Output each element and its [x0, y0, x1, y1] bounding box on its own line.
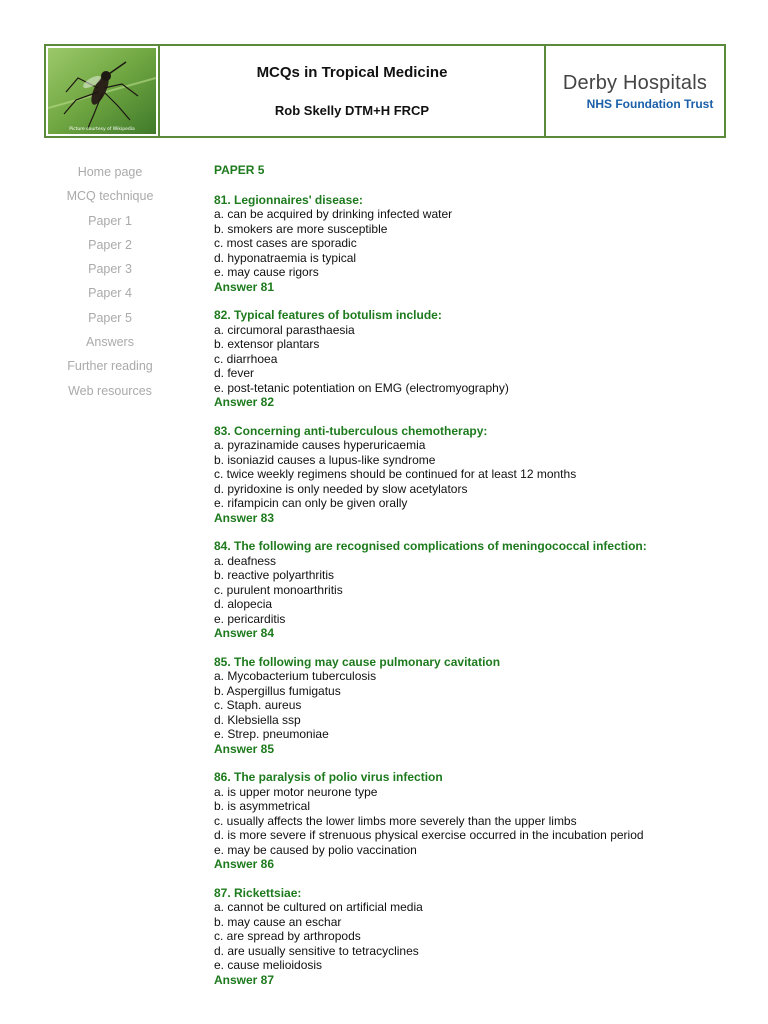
answer-option: c. most cases are sporadic [214, 236, 357, 250]
answer-option: e. pericarditis [214, 611, 286, 626]
answer-option: a. is upper motor neurone type [214, 784, 378, 799]
answer-option: c. usually affects the lower limbs more severely than the upper limbs [214, 813, 577, 828]
question-block [214, 193, 734, 295]
question-title: 87. Rickettsiae: [214, 885, 302, 900]
mosquito-image [46, 46, 160, 136]
nav-paper-4[interactable]: Paper 4 [88, 286, 132, 301]
answer-option: b. Aspergillus fumigatus [214, 683, 341, 698]
answer-option: d. Klebsiella ssp [214, 712, 301, 727]
derby-hospitals-logo [546, 46, 724, 136]
question-title: 82. Typical features of botulism include: [214, 308, 442, 322]
answer-option: d. hyponatraemia is typical [214, 250, 357, 265]
answer-option: d. is more severe if strenuous physical exercise occurred in the incubation period [214, 828, 644, 842]
answer-option: b. extensor plantars [214, 337, 320, 351]
answer-option: d. fever [214, 366, 255, 380]
answer-option: c. are spread by arthropods [214, 929, 361, 943]
answer-option: e. cause melioidosis [214, 958, 323, 972]
page-title: MCQs in Tropical Medicine [256, 64, 448, 81]
answer-option: e. Strep. pneumoniae [214, 727, 329, 741]
answer-option: b. isoniazid causes a lupus-like syndrome [214, 452, 436, 467]
author-name: Rob Skelly DTM+H FRCP [274, 103, 430, 118]
question-title: 81. Legionnaires' disease: [214, 192, 363, 207]
question-title: 85. The following may cause pulmonary cavitation [214, 654, 501, 669]
answer-option: b. reactive polyarthritis [214, 568, 335, 582]
nav-home-page[interactable]: Home page [77, 165, 143, 179]
answer-option: d. pyridoxine is only needed by slow acetylators [214, 481, 468, 496]
question-title: 86. The paralysis of polio virus infection [214, 770, 443, 784]
answer-option: a. can be acquired by drinking infected water [214, 207, 453, 221]
answer-option: d. are usually sensitive to tetracyclines [214, 943, 419, 958]
answer-link[interactable]: Answer 83 [214, 510, 275, 525]
answer-option: a. cannot be cultured on artificial media [214, 900, 423, 914]
nav-web-resources[interactable]: Web resources [68, 383, 152, 398]
nav-paper-5[interactable]: Paper 5 [88, 310, 132, 325]
nav-mcq-technique[interactable]: MCQ technique [66, 189, 154, 204]
image-caption: Picture courtesy of Wikipedia [69, 127, 135, 132]
answer-option: a. Mycobacterium tuberculosis [214, 669, 377, 683]
answer-option: c. diarrhoea [214, 351, 278, 366]
question-block [214, 308, 734, 410]
nav-further-reading[interactable]: Further reading [67, 359, 153, 374]
paper-heading: PAPER 5 [214, 163, 265, 177]
question-block [214, 770, 734, 872]
answer-option: e. post-tetanic potentiation on EMG (electromyography) [214, 380, 509, 395]
answer-option: a. deafness [214, 553, 277, 568]
questions-content [214, 163, 734, 1001]
answer-option: b. is asymmetrical [214, 799, 311, 813]
answer-option: b. smokers are more susceptible [214, 221, 388, 236]
answer-option: c. purulent monoarthritis [214, 582, 343, 597]
answer-option: b. may cause an eschar [214, 914, 342, 929]
nav-paper-2[interactable]: Paper 2 [88, 237, 132, 252]
nav-answers[interactable]: Answers [86, 335, 134, 350]
question-block [214, 655, 734, 757]
page-header [44, 44, 726, 138]
question-block [214, 424, 734, 526]
answer-link[interactable]: Answer 87 [214, 972, 275, 987]
question-title: 83. Concerning anti-tuberculous chemotherapy: [214, 423, 488, 438]
nav-paper-1[interactable]: Paper 1 [88, 213, 132, 228]
question-block [214, 886, 734, 988]
answer-option: c. twice weekly regimens should be continued for at least 12 months [214, 467, 577, 481]
nav-paper-3[interactable]: Paper 3 [88, 262, 132, 277]
question-block [214, 539, 734, 641]
answer-option: a. circumoral parasthaesia [214, 322, 355, 337]
answer-link[interactable]: Answer 86 [214, 857, 275, 871]
answer-option: e. may cause rigors [214, 265, 319, 279]
answer-option: d. alopecia [214, 597, 273, 611]
answer-link[interactable]: Answer 81 [214, 279, 275, 294]
answer-option: e. may be caused by polio vaccination [214, 842, 417, 857]
question-list [214, 193, 734, 988]
answer-link[interactable]: Answer 85 [214, 741, 275, 756]
answer-option: c. Staph. aureus [214, 698, 302, 712]
title-block [160, 46, 546, 136]
mosquito-photo-icon [48, 48, 156, 134]
answer-link[interactable]: Answer 84 [214, 626, 275, 640]
answer-option: a. pyrazinamide causes hyperuricaemia [214, 438, 426, 452]
sidebar-nav [44, 162, 176, 405]
answer-option: e. rifampicin can only be given orally [214, 496, 408, 510]
question-title: 84. The following are recognised complications of meningococcal infection: [214, 539, 647, 553]
logo-sub-text: NHS Foundation Trust [586, 96, 714, 111]
logo-main-text: Derby Hospitals [562, 71, 708, 94]
answer-link[interactable]: Answer 82 [214, 395, 275, 409]
